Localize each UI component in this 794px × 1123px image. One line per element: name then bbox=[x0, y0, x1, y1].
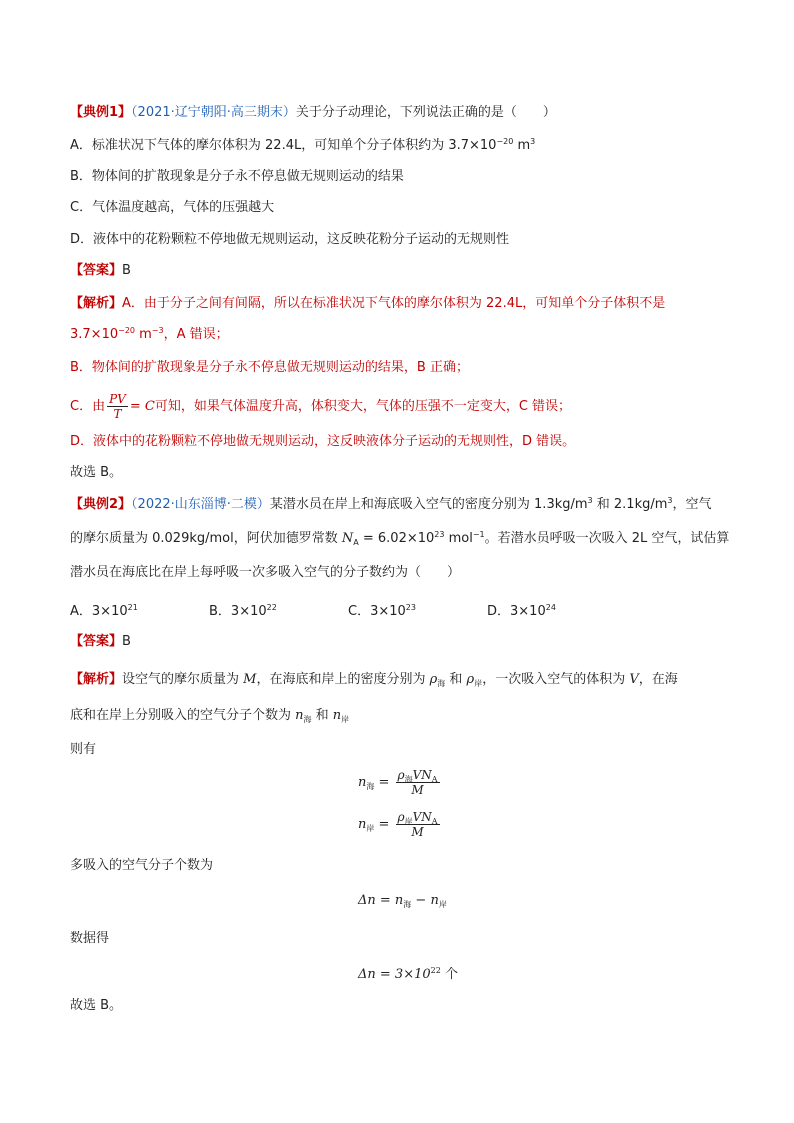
analysis1-c: ，一次吸入空气的体积为 bbox=[482, 672, 630, 687]
f2-lhs: n bbox=[358, 817, 367, 832]
option-a-unit: m bbox=[513, 138, 531, 153]
f2-fraction bbox=[396, 810, 440, 839]
formula-n-sea: $n_海$ = $\frac{\rho_海VN_A}{M}$ bbox=[358, 768, 438, 797]
analysis1-m: M bbox=[243, 672, 257, 687]
f1-rho-sub: 海 bbox=[404, 775, 413, 784]
answer-value: B bbox=[122, 634, 131, 649]
avogadro-unit: mol bbox=[444, 531, 473, 546]
stem1-exp: 3 bbox=[587, 496, 593, 505]
analysis1-rho1: ρ bbox=[429, 672, 438, 687]
f3-mid: − n bbox=[411, 893, 439, 908]
f2-rho: ρ bbox=[397, 810, 405, 824]
f1-denominator: M bbox=[411, 783, 424, 797]
analysis2-a: 底和在岸上分别吸入的空气分子个数为 bbox=[70, 708, 296, 723]
option-exp: 21 bbox=[127, 603, 138, 612]
f1-fraction bbox=[396, 768, 440, 797]
analysis-a2-exponent: −20 bbox=[118, 326, 135, 335]
analysis-c-eq: = C bbox=[129, 399, 155, 414]
pv-over-t-fraction bbox=[107, 392, 128, 421]
f4-pre: Δn = 3×10 bbox=[358, 967, 431, 982]
option-base: 3×10 bbox=[91, 604, 128, 619]
stem2-post: 。若潜水员呼吸一次吸入 2L 空气，试估算 bbox=[484, 531, 730, 546]
example1-answer bbox=[70, 262, 131, 280]
example1-analysis-d: D．液体中的花粉颗粒不停地做无规则运动，这反映液体分子运动的无规则性，D 错误。 bbox=[70, 434, 576, 449]
analysis1-b: ，在海底和岸上的密度分别为 bbox=[256, 672, 430, 687]
analysis-a2-unit: m bbox=[135, 327, 152, 342]
analysis-tag: 【解析】 bbox=[70, 296, 123, 311]
example1-analysis-b: B．物体间的扩散现象是分子永不停息做无规则运动的结果，B 正确； bbox=[70, 360, 469, 375]
analysis1-rho2: ρ bbox=[466, 672, 475, 687]
avogadro-unit-exp: −1 bbox=[472, 530, 485, 539]
f3-sub2: 岸 bbox=[438, 900, 447, 909]
formula-delta-n bbox=[358, 893, 447, 908]
stem1-post: ，空气 bbox=[672, 497, 712, 512]
analysis2-sub2: 岸 bbox=[341, 715, 350, 724]
answer-value: B bbox=[122, 263, 131, 278]
example1-source: （2021·辽宁朝阳·高三期末） bbox=[131, 105, 296, 120]
option-label: D． bbox=[487, 604, 511, 619]
analysis-c-pre: C．由 bbox=[70, 399, 106, 414]
option-a-exponent: −20 bbox=[496, 137, 514, 146]
f1-rho: ρ bbox=[397, 768, 405, 782]
analysis-c-post: 可知，如果气体温度升高，体积变大，气体的压强不一定变大，C 错误； bbox=[154, 399, 572, 414]
extra-molecules-label: 多吸入的空气分子个数为 bbox=[70, 858, 214, 873]
stem2-pre: 的摩尔质量为 0.029kg/mol，阿伏加德罗常数 bbox=[70, 531, 342, 546]
analysis1-a: 设空气的摩尔质量为 bbox=[122, 672, 244, 687]
example2-option-b bbox=[209, 600, 277, 619]
f2-rho-sub: 岸 bbox=[404, 817, 413, 826]
analysis2-n1: n bbox=[295, 708, 304, 723]
analysis2-sub1: 海 bbox=[303, 715, 312, 724]
example2-option-a bbox=[70, 600, 138, 619]
analysis-a2-base: 3.7×10 bbox=[70, 327, 119, 342]
stem1-mid: 和 2.1kg/m bbox=[592, 497, 668, 512]
analysis1-v: V bbox=[629, 672, 639, 687]
example1-analysis-c bbox=[70, 392, 571, 421]
fraction-denominator: T bbox=[113, 407, 122, 421]
example1-conclusion: 故选 B。 bbox=[70, 465, 123, 480]
formula-n-shore: $n_岸$ = $\frac{\rho_岸VN_A}{M}$ bbox=[358, 810, 438, 839]
avogadro-exp: 23 bbox=[434, 530, 445, 539]
f1-vn: VN bbox=[412, 768, 432, 782]
f3-sub1: 海 bbox=[403, 900, 412, 909]
example2-option-d bbox=[487, 600, 556, 619]
fraction-numerator: PV bbox=[109, 392, 126, 406]
example1-option-d: D．液体中的花粉颗粒不停地做无规则运动，这反映花粉分子运动的无规则性 bbox=[70, 232, 510, 247]
f1-lhs-sub: 海 bbox=[366, 782, 375, 791]
f1-vn-sub: A bbox=[431, 775, 438, 784]
example1-option-c: C．气体温度越高，气体的压强越大 bbox=[70, 200, 275, 215]
f2-vn: VN bbox=[412, 810, 432, 824]
f4-exp: 22 bbox=[430, 966, 441, 975]
example1-option-a bbox=[70, 137, 535, 155]
option-a-text: A．标准状况下气体的摩尔体积为 22.4L，可知单个分子体积约为 3.7×10 bbox=[70, 138, 497, 153]
formula-result bbox=[358, 963, 458, 982]
avogadro-sub: A bbox=[353, 538, 359, 547]
f2-vn-sub: A bbox=[431, 817, 438, 826]
avogadro-value: = 6.02×10 bbox=[358, 531, 435, 546]
example1-stem-line bbox=[70, 104, 556, 122]
f2-numerator bbox=[396, 810, 440, 825]
analysis1-sub2: 岸 bbox=[474, 679, 483, 688]
analysis2-and: 和 bbox=[311, 708, 333, 723]
example1-analysis-a1 bbox=[70, 295, 665, 313]
example2-conclusion: 故选 B。 bbox=[70, 998, 123, 1013]
f1-lhs: n bbox=[358, 775, 367, 790]
option-exp: 22 bbox=[266, 603, 277, 612]
option-base: 3×10 bbox=[510, 604, 546, 619]
analysis-a2-post: ，A 错误； bbox=[163, 327, 229, 342]
example2-answer bbox=[70, 633, 131, 651]
data-result-label: 数据得 bbox=[70, 931, 110, 946]
stem1-exp2: 3 bbox=[667, 496, 673, 505]
example2-analysis-line1 bbox=[70, 671, 678, 689]
option-label: B． bbox=[209, 604, 231, 619]
analysis1-sub1: 海 bbox=[437, 679, 446, 688]
option-exp: 23 bbox=[405, 603, 416, 612]
avogadro-symbol: N bbox=[341, 531, 354, 546]
f3-lhs: Δn = n bbox=[358, 893, 404, 908]
example2-tag: 【典例2】 bbox=[70, 497, 132, 512]
answer-tag: 【答案】 bbox=[70, 634, 123, 649]
option-base: 3×10 bbox=[230, 604, 267, 619]
answer-tag: 【答案】 bbox=[70, 263, 123, 278]
analysis-a2-unit-exponent: −3 bbox=[151, 326, 164, 335]
option-label: A． bbox=[70, 604, 92, 619]
analysis-tag: 【解析】 bbox=[70, 672, 123, 687]
example2-stem-line3: 潜水员在海底比在岸上每呼吸一次多吸入空气的分子数约为（ ） bbox=[70, 565, 461, 580]
analysis-a-text: A．由于分子之间有间隔，所以在标准状况下气体的摩尔体积为 22.4L，可知单个分子体积不是 bbox=[122, 296, 666, 311]
f2-denominator: M bbox=[411, 825, 424, 839]
analysis1-d: ，在海 bbox=[638, 672, 678, 687]
stem1-pre: 某潜水员在岸上和海底吸入空气的密度分别为 1.3kg/m bbox=[269, 497, 588, 512]
option-a-unit-exponent: 3 bbox=[530, 137, 536, 146]
example2-stem-line1 bbox=[70, 496, 712, 514]
f2-lhs-sub: 岸 bbox=[366, 824, 375, 833]
example2-stem-line2 bbox=[70, 530, 729, 548]
example2-option-c bbox=[348, 600, 416, 619]
example1-tag: 【典例1】 bbox=[70, 105, 132, 120]
option-label: C． bbox=[348, 604, 371, 619]
option-base: 3×10 bbox=[370, 604, 406, 619]
analysis2-n2: n bbox=[332, 708, 342, 723]
example1-stem: 关于分子动理论，下列说法正确的是（ ） bbox=[295, 105, 556, 120]
option-exp: 24 bbox=[545, 603, 556, 612]
then-label: 则有 bbox=[70, 742, 97, 757]
f1-numerator bbox=[396, 768, 440, 783]
example2-source: （2022·山东淄博·二模） bbox=[131, 497, 270, 512]
f4-post: 个 bbox=[440, 967, 458, 982]
example2-analysis-line2 bbox=[70, 707, 349, 725]
example1-analysis-a2 bbox=[70, 326, 229, 344]
analysis1-and: 和 bbox=[445, 672, 467, 687]
example1-option-b: B．物体间的扩散现象是分子永不停息做无规则运动的结果 bbox=[70, 169, 404, 184]
